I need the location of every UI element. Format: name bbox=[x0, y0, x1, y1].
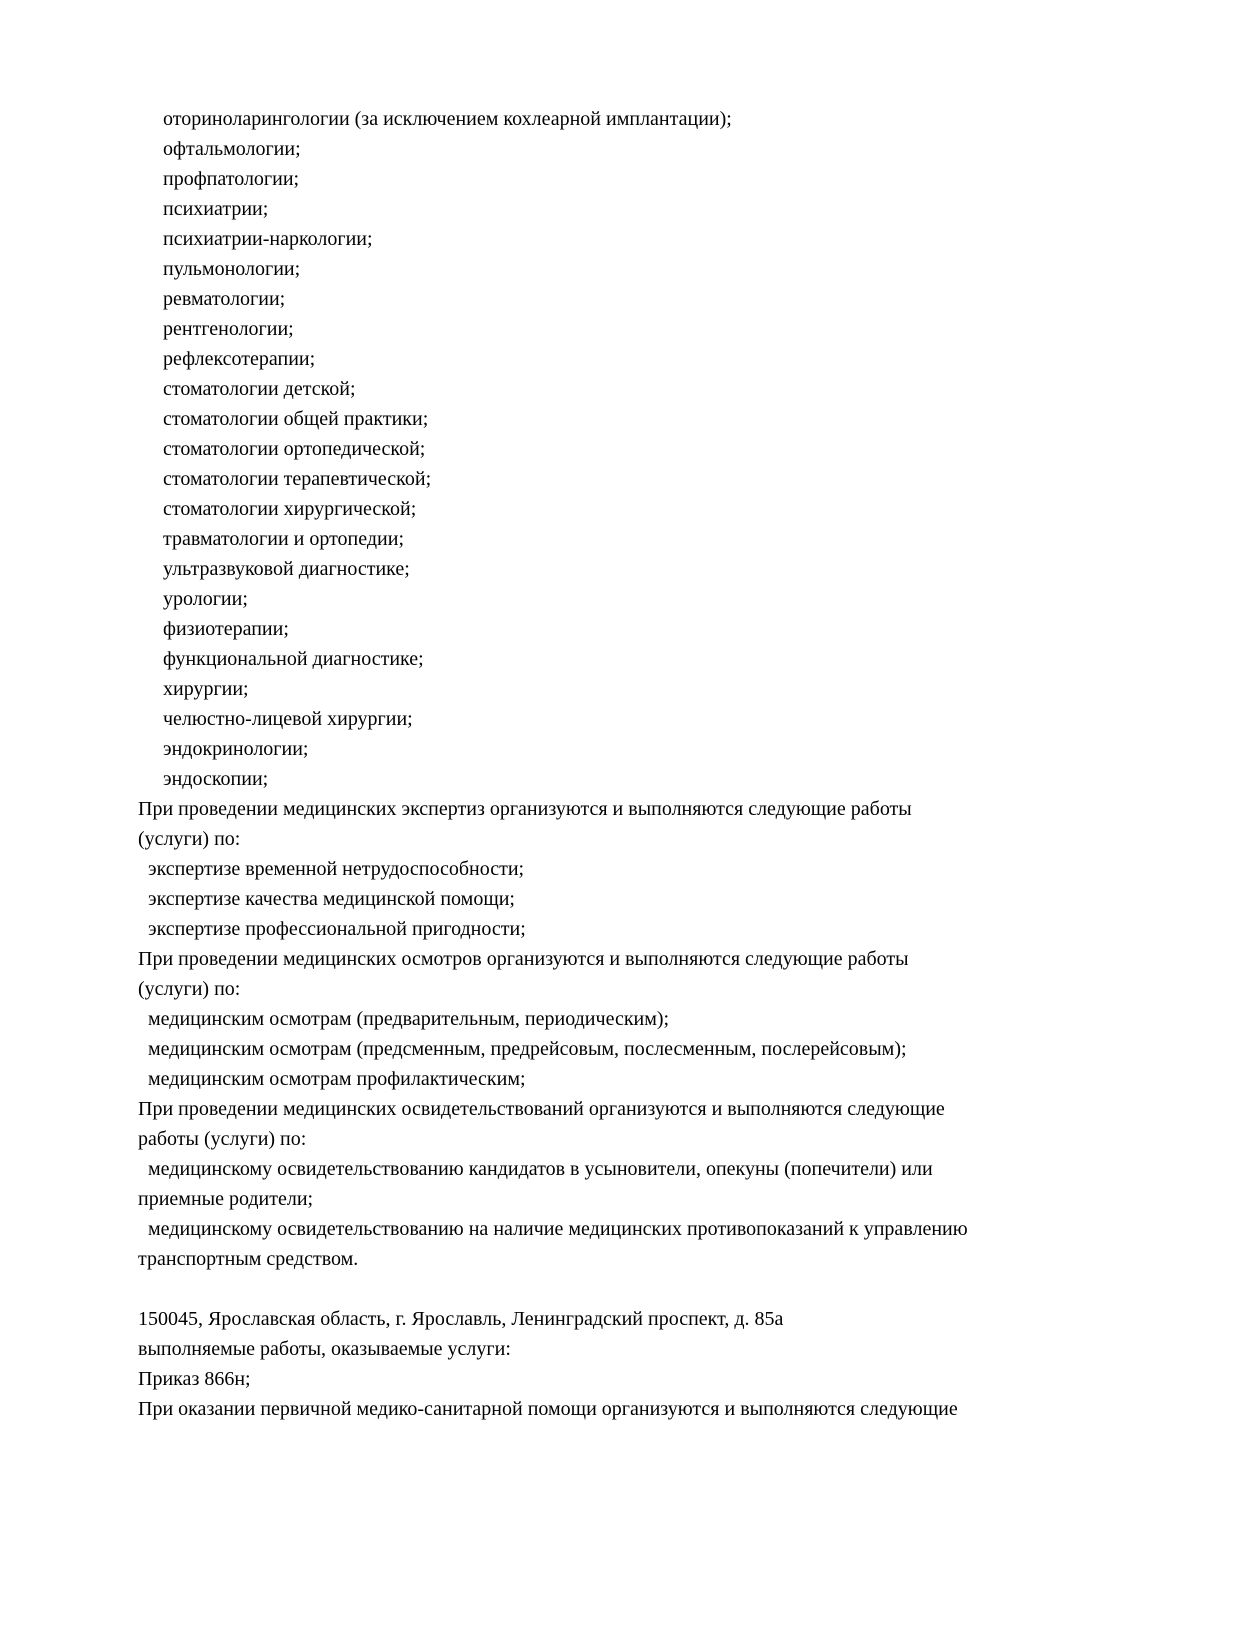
text-line: стоматологии общей практики; bbox=[163, 408, 429, 430]
text-line: экспертизе профессиональной пригодности; bbox=[148, 918, 526, 940]
text-line: (услуги) по: bbox=[138, 978, 241, 1000]
text-line: медицинскому освидетельствованию на наличие медицинских противопоказаний к управлению bbox=[148, 1218, 968, 1240]
text-line: медицинскому освидетельствованию кандидатов в усыновители, опекуны (попечители) или bbox=[148, 1158, 933, 1180]
text-line: (услуги) по: bbox=[138, 828, 241, 850]
text-line: ультразвуковой диагностике; bbox=[163, 558, 410, 580]
text-line: психиатрии-наркологии; bbox=[163, 228, 373, 250]
text-line: 150045, Ярославская область, г. Ярославль, Ленинградский проспект, д. 85а bbox=[138, 1308, 784, 1330]
text-line: стоматологии хирургической; bbox=[163, 498, 417, 520]
text-line: работы (услуги) по: bbox=[138, 1128, 307, 1150]
text-line: стоматологии детской; bbox=[163, 378, 356, 400]
text-line: медицинским осмотрам профилактическим; bbox=[148, 1068, 526, 1090]
text-line: пульмонологии; bbox=[163, 258, 301, 280]
text-line: рефлексотерапии; bbox=[163, 348, 316, 370]
text-line: транспортным средством. bbox=[138, 1248, 359, 1270]
text-line: стоматологии ортопедической; bbox=[163, 438, 426, 460]
text-line: функциональной диагностике; bbox=[163, 648, 424, 670]
text-line: психиатрии; bbox=[163, 198, 269, 220]
text-line: урологии; bbox=[163, 588, 248, 610]
text-line: травматологии и ортопедии; bbox=[163, 528, 405, 550]
text-line: рентгенологии; bbox=[163, 318, 294, 340]
text-line: При проведении медицинских осмотров организуются и выполняются следующие работы bbox=[138, 948, 909, 970]
text-line: офтальмологии; bbox=[163, 138, 301, 160]
text-line: экспертизе качества медицинской помощи; bbox=[148, 888, 515, 910]
text-line: ревматологии; bbox=[163, 288, 286, 310]
text-line: физиотерапии; bbox=[163, 618, 289, 640]
text-line: медицинским осмотрам (предварительным, периодическим); bbox=[148, 1008, 670, 1030]
text-line: стоматологии терапевтической; bbox=[163, 468, 432, 490]
text-line: профпатологии; bbox=[163, 168, 300, 190]
text-line: Приказ 866н; bbox=[138, 1368, 251, 1390]
text-line: При оказании первичной медико-санитарной помощи организуются и выполняются следующие bbox=[138, 1398, 958, 1420]
text-line: хирургии; bbox=[163, 678, 249, 700]
text-line: эндоскопии; bbox=[163, 768, 269, 790]
text-line: При проведении медицинских экспертиз организуются и выполняются следующие работы bbox=[138, 798, 912, 820]
text-line: выполняемые работы, оказываемые услуги: bbox=[138, 1338, 511, 1360]
blank-line bbox=[138, 1274, 1198, 1304]
text-line: экспертизе временной нетрудоспособности; bbox=[148, 858, 525, 880]
text-line: При проведении медицинских освидетельствований организуются и выполняются следующие bbox=[138, 1098, 945, 1120]
text-line: челюстно-лицевой хирургии; bbox=[163, 708, 413, 730]
document-text-block bbox=[138, 104, 1198, 1424]
text-line: оториноларингологии (за исключением кохлеарной имплантации); bbox=[163, 108, 732, 130]
text-line: медицинским осмотрам (предсменным, предрейсовым, послесменным, послерейсовым); bbox=[148, 1038, 907, 1060]
text-line: приемные родители; bbox=[138, 1188, 314, 1210]
text-line: эндокринологии; bbox=[163, 738, 309, 760]
